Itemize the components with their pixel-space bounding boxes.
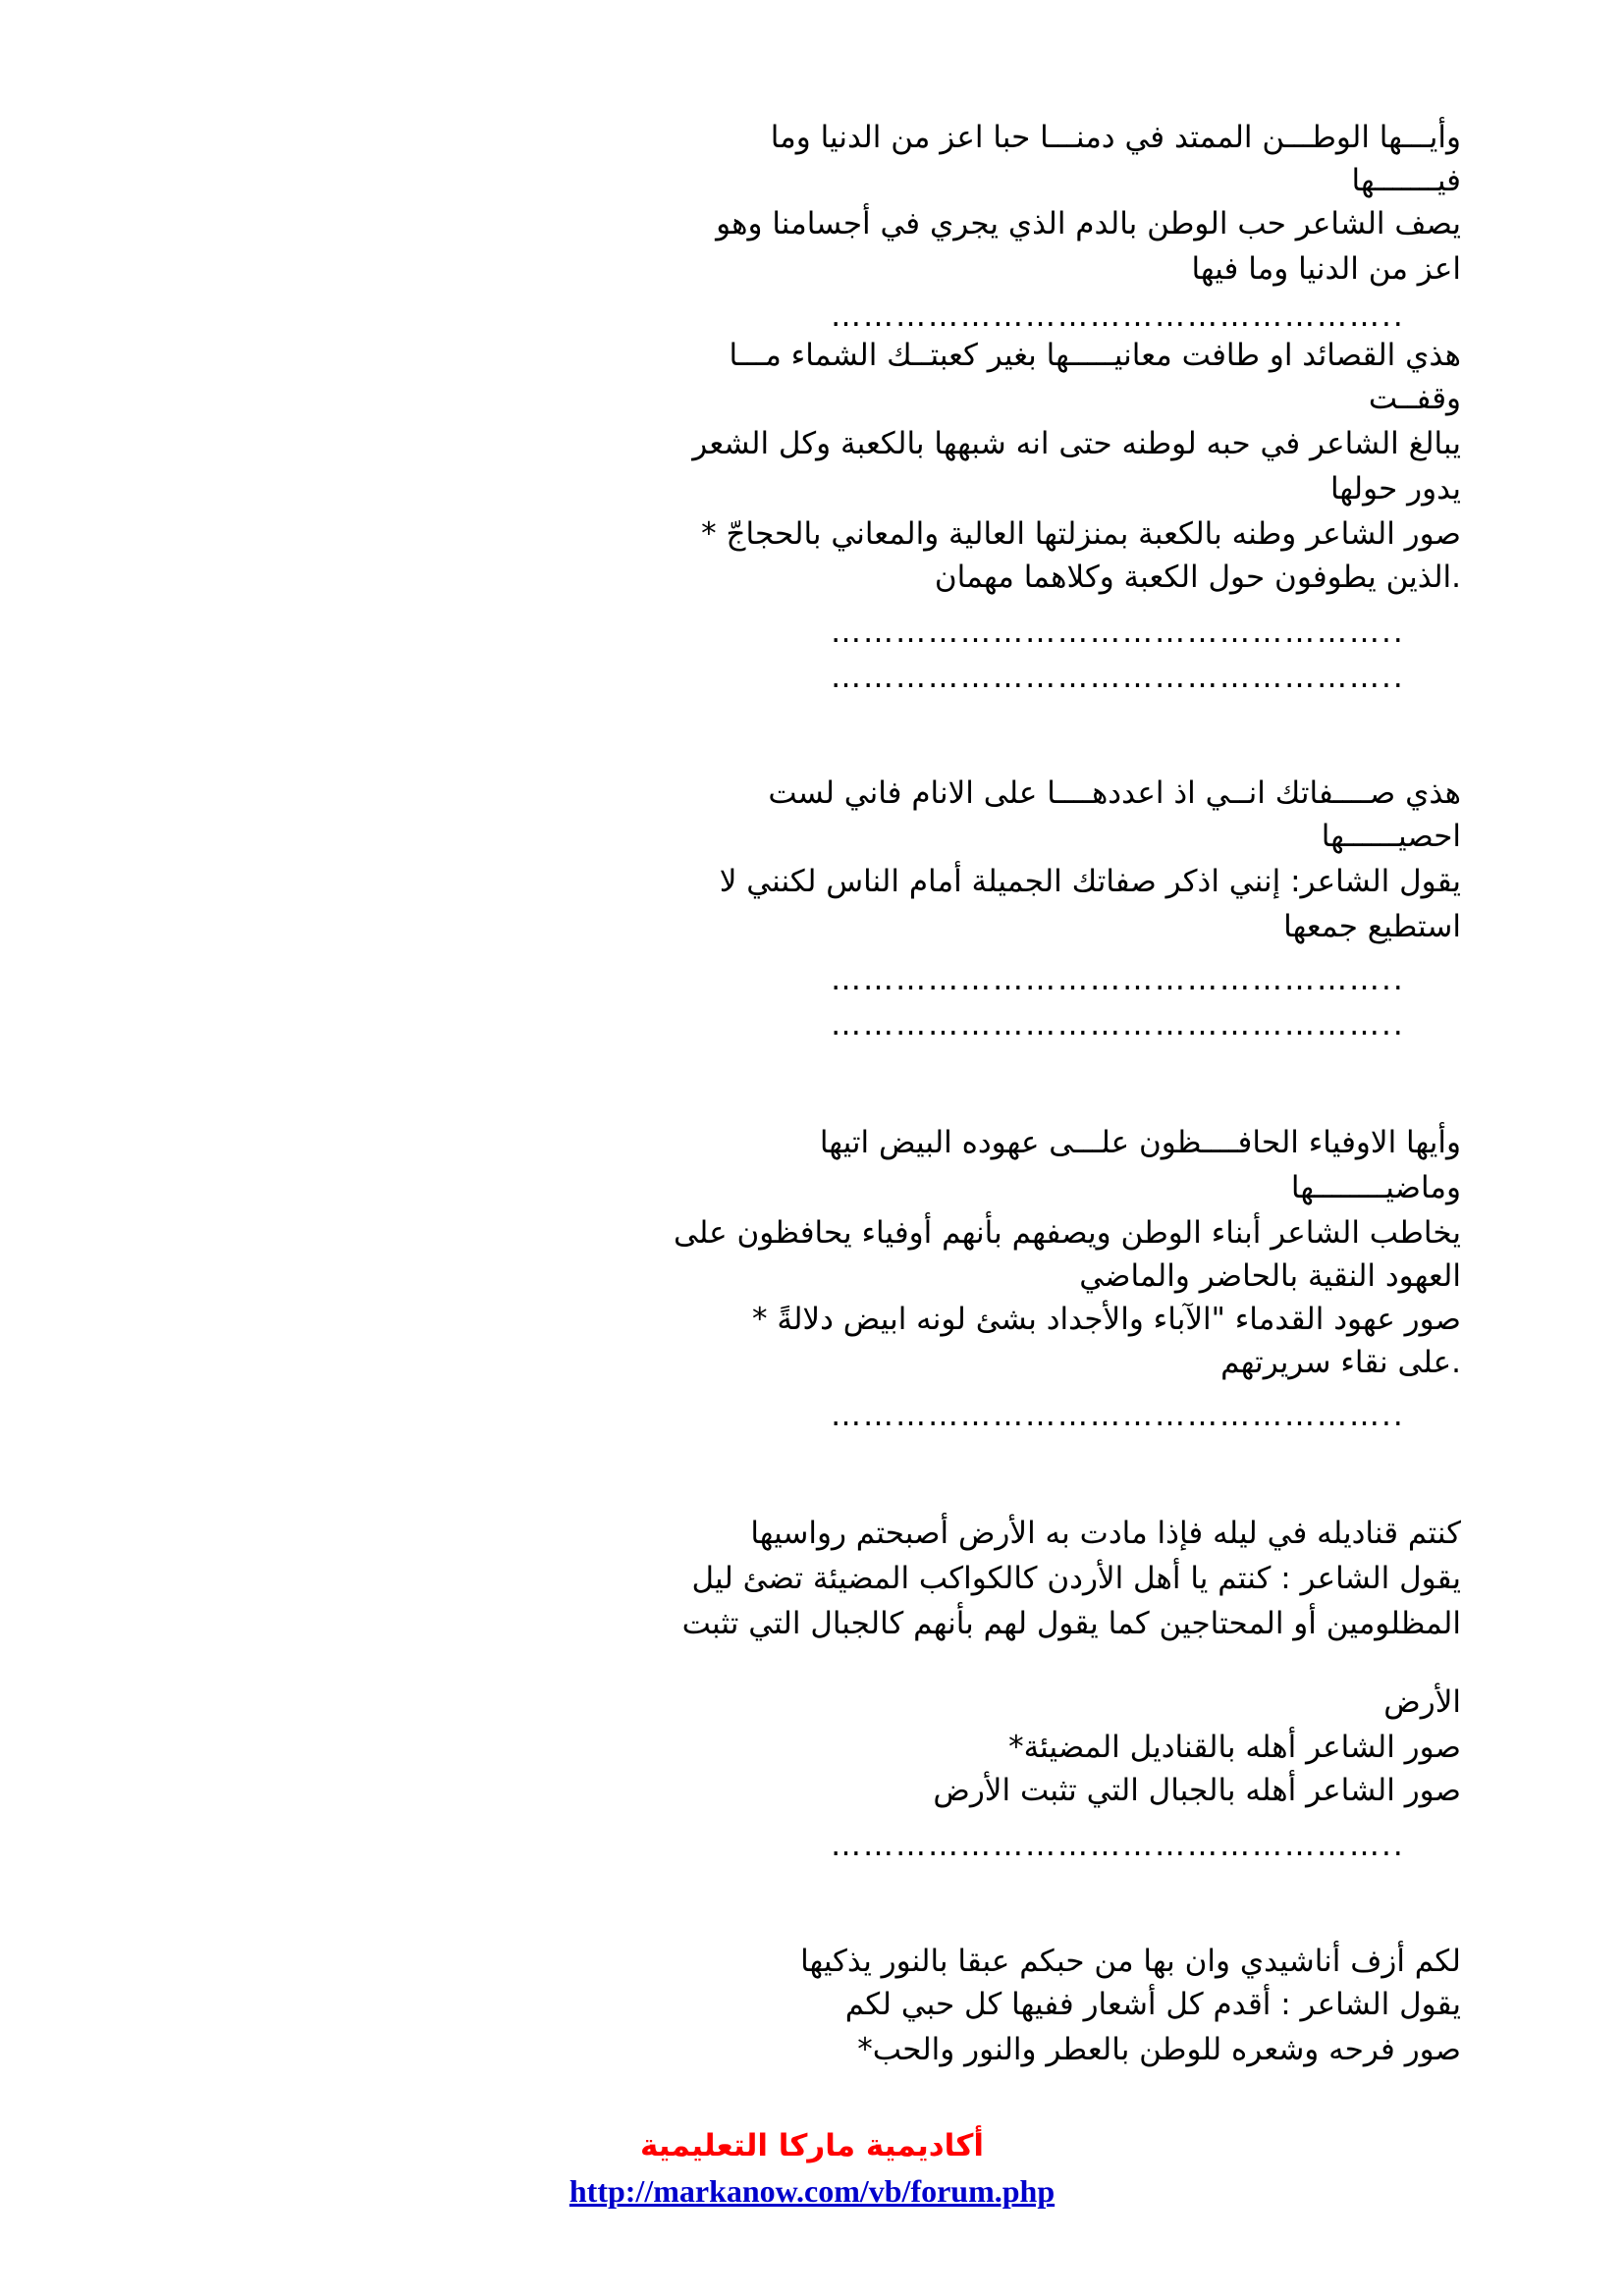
imagery-line: صور فرحه وشعره للوطن بالعطر والنور والحب*	[857, 2032, 1461, 2067]
answer-dots: ……………………………………………..	[831, 298, 1405, 334]
imagery-line: صور الشاعر وطنه بالكعبة بمنزلتها العالية والمعاني بالحجاجّ *	[701, 516, 1461, 552]
verse-line: هذي صــــفاتك انــي اذ اعددهــــا على الانام فاني لست	[768, 775, 1461, 811]
footer-url-link[interactable]: http://markanow.com/vb/forum.php	[568, 2173, 1056, 2209]
verse-line: وأيـــها الوطـــن الممتد في دمنـــا حبا اعز من الدنيا وما	[770, 120, 1461, 155]
verse-line: كنتم قناديله في ليله فإذا مادت به الأرض أصبحتم رواسيها	[750, 1516, 1461, 1551]
imagery-line: .الذين يطوفون حول الكعبة وكلاهما مهمان	[934, 560, 1461, 595]
verse-line: وماضيــــــــها	[1290, 1170, 1461, 1205]
answer-dots: ……………………………………………..	[831, 1398, 1405, 1433]
answer-dots: ……………………………………………..	[831, 1007, 1405, 1042]
explanation-line: يدور حولها	[1329, 471, 1461, 507]
imagery-line: .على نقاء سريرتهم	[1220, 1345, 1461, 1380]
verse-line: هذي القصائد او طافت معانيـــــها بغير كعبتــك الشماء مـــا	[729, 338, 1461, 373]
explanation-line: المظلومين أو المحتاجين كما يقول لهم بأنهم كالجبال التي تثبت	[681, 1606, 1461, 1641]
explanation-line: العهود النقية بالحاضر والماضي	[1079, 1258, 1461, 1294]
verse-line: وقفــت	[1368, 381, 1461, 416]
answer-dots: ……………………………………………..	[831, 1828, 1405, 1863]
imagery-line: صور عهود القدماء "الآباء والأجداد بشئ لونه ابيض دلالةً *	[751, 1302, 1461, 1337]
imagery-line: صور الشاعر أهله بالجبال التي تثبت الأرض	[933, 1773, 1461, 1808]
answer-dots: ……………………………………………..	[831, 614, 1405, 650]
explanation-line: الأرض	[1383, 1684, 1461, 1720]
answer-dots: ……………………………………………..	[831, 962, 1405, 997]
explanation-line: يقول الشاعر : أقدم كل أشعار ففيها كل حبي لكم	[844, 1987, 1461, 2022]
explanation-line: يخاطب الشاعر أبناء الوطن ويصفهم بأنهم أوفياء يحافظون على	[674, 1215, 1461, 1251]
answer-dots: ……………………………………………..	[831, 660, 1405, 695]
verse-line: وأيها الاوفياء الحافــــظون علـــى عهوده البيض اتيها	[819, 1125, 1461, 1160]
imagery-line: صور الشاعر أهله بالقناديل المضيئة*	[1008, 1730, 1461, 1765]
explanation-line: يقول الشاعر: إنني اذكر صفاتك الجميلة أمام الناس لكنني لا	[719, 864, 1461, 899]
explanation-line: يصف الشاعر حب الوطن بالدم الذي يجري في أجسامنا وهو	[716, 206, 1461, 241]
verse-line: احصيــــــها	[1321, 819, 1461, 854]
footer-brand: أكاديمية ماركا التعليمية	[640, 2128, 984, 2163]
explanation-line: اعز من الدنيا وما فيها	[1191, 251, 1461, 287]
explanation-line: يقول الشاعر : كنتم يا أهل الأردن كالكواكب المضيئة تضئ ليل	[691, 1561, 1461, 1596]
verse-line: فيـــــــها	[1351, 163, 1461, 198]
verse-line: لكم أزف أناشيدي وان بها من حبكم عبقا بالنور يذكيها	[800, 1944, 1461, 1979]
explanation-line: يبالغ الشاعر في حبه لوطنه حتى انه شبهها بالكعبة وكل الشعر	[692, 426, 1461, 461]
explanation-line: استطيع جمعها	[1283, 909, 1461, 944]
